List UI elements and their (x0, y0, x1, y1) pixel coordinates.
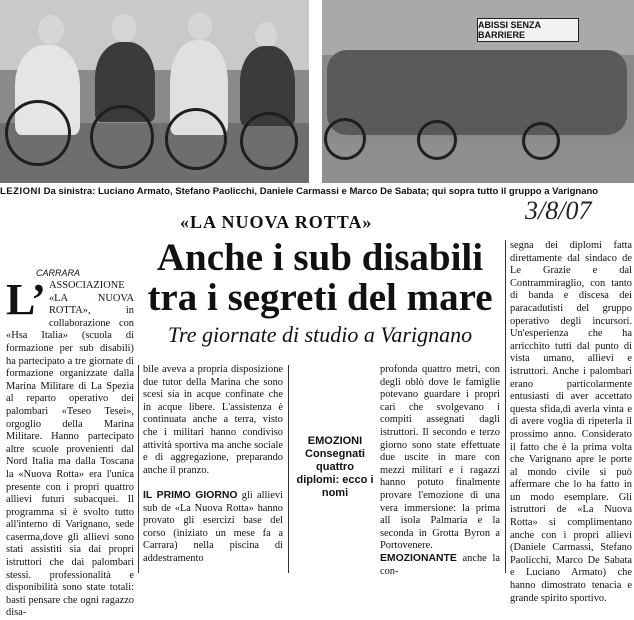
wheelchair-wheel (417, 120, 457, 160)
photo-ground (322, 143, 634, 183)
banner-sign: ABISSI SENZA BARRIERE (477, 18, 579, 42)
person-head (112, 14, 136, 42)
column-divider (138, 365, 139, 573)
caption-lead: LEZIONI (0, 186, 41, 197)
column-text: profonda quattro metri, con degli oblò dove le famiglie potevano guardare i propri cari che svolgevano i compiti assegnati dagli istruttori. Il secondo e terzo giorno sono state effettuate due uscite in mare con mezzi militari e i ragazzi hanno potuto finalmente provare l'emozione di una vera immersione: la prima all isola Palmaria e la seconda in Grotta Byron a Portovenere. (380, 364, 500, 552)
paragraph-lead-in: EMOZIONANTE (380, 552, 457, 564)
column-text: anche la con- (380, 552, 500, 577)
person-head (188, 12, 212, 40)
caption-text: Da sinistra: Luciano Armato, Stefano Paolicchi, Daniele Carmassi e Marco De Sabata; qui sopra tutto il gruppo a Varignano (43, 186, 599, 197)
wheelchair-wheel (240, 112, 298, 170)
headline: Anche i sub disabili tra i segreti del mare (147, 236, 493, 319)
article-column-3 (380, 364, 500, 577)
box-text: Consegnati quattro diplomi: ecco i nomi (296, 448, 374, 499)
drop-cap: L’ (6, 275, 46, 324)
column-divider (505, 240, 506, 573)
article-column-4 (510, 240, 632, 604)
group-crowd (327, 50, 627, 135)
photo-four-athletes (0, 0, 309, 183)
wheelchair-wheel (90, 105, 154, 169)
person-head (38, 15, 64, 45)
person-head (255, 22, 277, 48)
paragraph-lead-in: IL PRIMO GIORNO (143, 489, 238, 501)
photo-group-varignano (322, 0, 634, 183)
wheelchair-wheel (522, 122, 560, 160)
wheelchair-wheel (165, 108, 227, 170)
handwritten-date: 3/8/07 (525, 196, 592, 225)
wheelchair-wheel (324, 118, 366, 160)
sidebar-box (294, 435, 376, 500)
box-label: EMOZIONI (307, 435, 363, 447)
column-text: bile aveva a propria disposizione due tutor della Marina che sono scesi sia in acque confinate che in acque libere. L'assistenza è continuata anche a terra, visto che i militari hanno condiviso attività sportiva ma anche sociale e di aggregazione, preparando anche il pranzo. (143, 364, 283, 476)
subheadline: Tre giornate di studio a Varignano (167, 322, 473, 347)
column-divider (288, 365, 289, 573)
column-text: gli allievi sub de «La Nuova Rotta» hanno provato gli esercizi base del corso (iniziato un mese fa a Carrara) nella piscina di addestramento (143, 489, 283, 564)
kicker: «LA NUOVA ROTTA» (180, 212, 373, 232)
dateline: CARRARA (36, 268, 81, 278)
column-text: ASSOCIAZIONE «LA NUOVA ROTTA», in collaborazione con «Hsa Italia» (scuola di formazione per sub disabili) ha partecipato a tre giornate di formazione organizzate dalla Marina Militare di La Spezia al reparto operativo dei palombari «Teseo Tesei», orgoglio della Marina Militare. Hanno partecipato altre scuole provenienti dal Nord Italia ma dalla Toscana la «Nuova Rotta» era l'unica presente con i propri quattro allievi futuri subacquei. Il programma si è svolto tutto all'interno di Varignano, sede caserma,dove gli allievi sono stati assistiti sia dai propri istruttori che dai palombari stessi. professionalità e disponibilità sono state totali: basti pensare che ogni ragazzo disa- (6, 280, 134, 619)
article-column-2 (143, 364, 283, 573)
wheelchair-wheel (5, 100, 71, 166)
column-text: segna dei diplomi fatta direttamente dal sindaco de Le Grazie e dal Contrammiraglio, con tanto di banda e discesa dei paracadutisti del gruppo operativo degli incursori. Un'esperienza che ha arricchito tutti dal punto di vista umano, allievi e istruttori. Anche i palombari erano particolarmente entusiasti di aver accettato questa sfida,di averla vinta e di avere voglia di ripeterla il prossimo anno. Considerato il fatto che è la prima volta che Varignano apre le porte al mondo civile si può affermare che lo ha fatto in un modo esemplare. Gli istruttori de «La Nuova Rotta» si complimentano anche con i propri allievi (Daniele Carmassi, Stefano Paolicchi, Marco De Sabata e Luciano Armato) che hanno dimostrato tenacia e grande spirito sportivo. (510, 240, 632, 604)
article-column-1 (6, 275, 134, 619)
